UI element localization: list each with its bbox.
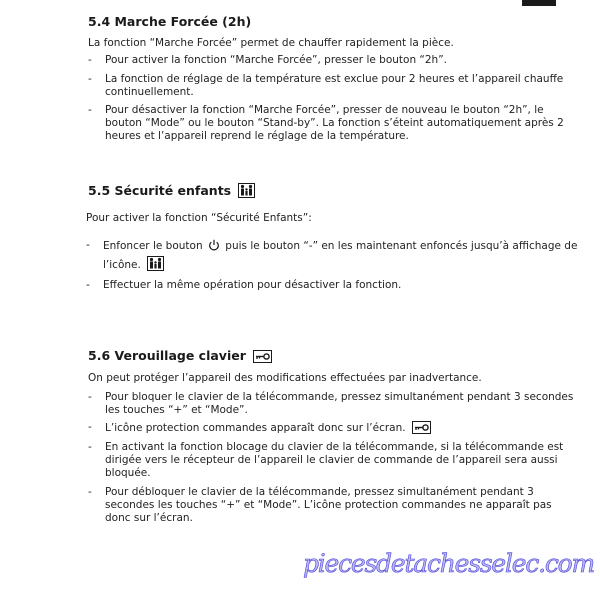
text-run: l’icône. [103, 259, 141, 271]
section-5-4-intro: La fonction “Marche Forcée” permet de chauffer rapidement la pièce. [88, 37, 454, 49]
text-line: les touches “+” et “Mode”. [105, 404, 248, 416]
text-line: Pour activer la fonction “Marche Forcée”, presser le bouton “2h”. [105, 54, 447, 66]
text-line: secondes les touches “+” et “Mode”. L’icône protection commandes ne apparaît pas [105, 499, 552, 511]
list-item-text [105, 104, 564, 143]
key-icon [412, 421, 431, 434]
bullet-dash: - [88, 104, 92, 116]
section-5-5-title [88, 183, 255, 198]
text-line: donc sur l’écran. [105, 512, 193, 524]
section-5-4-title: 5.4 Marche Forcée (2h) [88, 14, 252, 29]
bullet-dash: - [88, 73, 92, 85]
text-line: continuellement. [105, 86, 194, 98]
page-corner-tab [522, 0, 556, 6]
text-line: Pour débloquer le clavier de la télécommande, pressez simultanément pendant 3 [105, 486, 534, 498]
section-5-5-title-text: 5.5 Sécurité enfants [88, 183, 232, 198]
key-icon [253, 350, 272, 363]
text-line: Effectuer la même opération pour désactiver la fonction. [103, 279, 402, 291]
text-run: Enfoncer le bouton [103, 240, 203, 252]
list-item-text [105, 486, 552, 525]
child-lock-icon [147, 256, 164, 271]
list-item-text [105, 54, 517, 67]
text-run: puis le bouton “-” en les maintenant enfoncés jusqu’à affichage de [225, 240, 578, 252]
watermark: piecesdetachesselec.com [303, 549, 594, 578]
power-icon [208, 239, 220, 255]
child-lock-icon [238, 183, 255, 198]
list-item-text [105, 391, 574, 417]
bullet-dash: - [86, 239, 90, 251]
text-line: Pour bloquer le clavier de la télécommande, pressez simultanément pendant 3 secondes [105, 391, 574, 403]
list-item-text [105, 73, 564, 99]
text-line [105, 421, 517, 435]
text-run: L’icône protection commandes apparaît donc sur l’écran. [105, 422, 406, 434]
bullet-dash: - [86, 279, 90, 291]
bullet-dash: - [88, 391, 92, 403]
text-line: La fonction de réglage de la température est exclue pour 2 heures et l’appareil chauffe [105, 73, 564, 85]
bullet-dash: - [88, 486, 92, 498]
bullet-dash: - [88, 441, 92, 453]
text-line: bouton “Mode” ou le bouton “Stand-by”. La fonction s’éteint automatiquement après 2 [105, 117, 564, 129]
text-line: heures et l’appareil reprend le réglage de la température. [105, 130, 409, 142]
text-line [103, 256, 515, 272]
bullet-dash: - [88, 421, 92, 433]
section-5-6-title-text: 5.6 Verouillage clavier [88, 348, 246, 363]
section-5-6-intro: On peut protéger l’appareil des modifications effectuées par inadvertance. [88, 372, 482, 384]
list-item-text [103, 239, 578, 272]
section-5-6-title [88, 349, 272, 363]
text-line [103, 239, 578, 255]
bullet-dash: - [88, 54, 92, 66]
text-line: Pour désactiver la fonction “Marche Forcée”, presser de nouveau le bouton “2h”, le [105, 104, 544, 116]
text-line: dirigée vers le récepteur de l’appareil le clavier de commande de l’appareil sera aussi [105, 454, 558, 466]
list-item-text [105, 441, 564, 480]
text-line: En activant la fonction blocage du clavier de la télécommande, si la télécommande est [105, 441, 564, 453]
text-line: bloquée. [105, 467, 151, 479]
section-5-5-intro: Pour activer la fonction “Sécurité Enfants”: [86, 212, 312, 224]
list-item-text [103, 279, 515, 292]
list-item-text [105, 421, 517, 435]
